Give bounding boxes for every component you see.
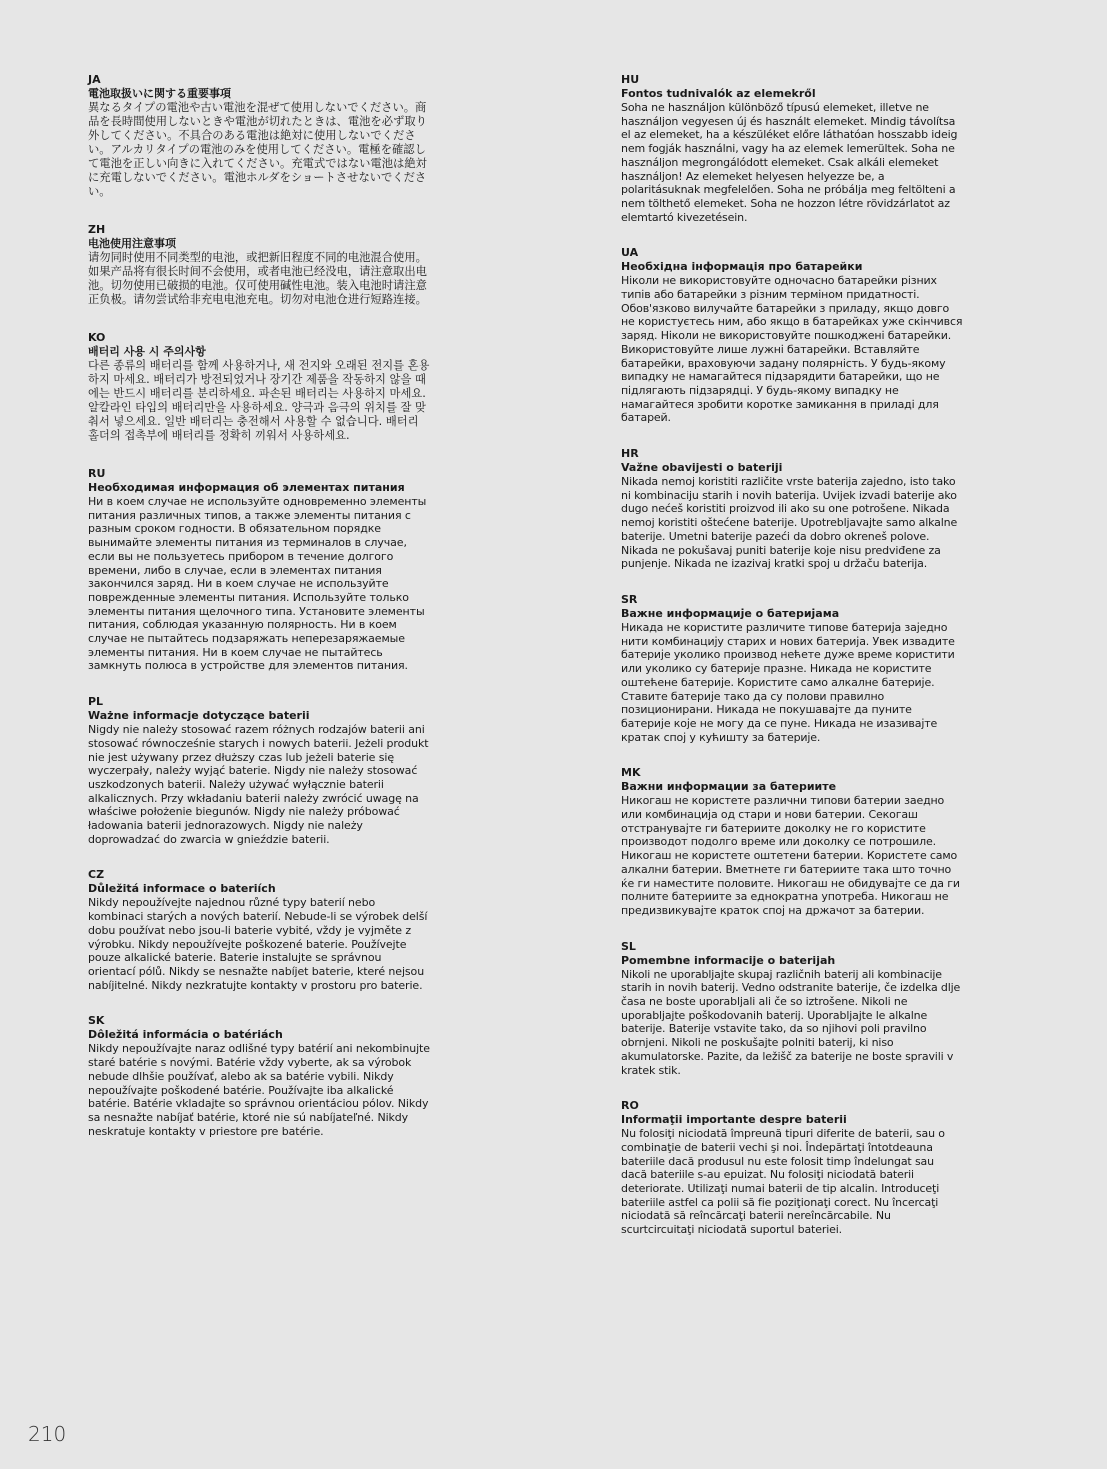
section-sl (621, 940, 963, 1078)
section-heading: 電池取扱いに関する重要事項 (88, 87, 231, 100)
section-zh (88, 223, 430, 307)
section-heading: Необходимая информация об элементах питания (88, 481, 405, 494)
section-ua (621, 246, 963, 425)
language-code: SK (88, 1014, 105, 1028)
section-ru (88, 467, 430, 673)
section-heading: Pomembne informacije o baterijah (621, 953, 836, 967)
section-heading: Ważne informacje dotyczące baterii (88, 709, 310, 723)
section-body: Nu folosiţi niciodată împreună tipuri diferite de baterii, sau o combinaţie de baterii vechi şi noi. Îndepărtaţi întotdeauna bateriile dacă produsul nu este folosit timp îndelungat sau dacă bateriile s-au epuizat. Nu folosiţi niciodată baterii deteriorate. Utilizaţi numai baterii de tip alcalin. Introduceţi bateriile astfel ca polii să fie poziţionaţi corect. Nu încercaţi niciodată să reîncărcaţi baterii nereîncărcabile. Nu scurtcircuitaţi niciodată suportul bateriei. (621, 1127, 945, 1237)
language-code: CZ (88, 868, 105, 882)
section-hu (621, 73, 963, 224)
language-code: KO (88, 331, 106, 344)
language-code: HR (621, 447, 639, 461)
section-body: 请勿同时使用不同类型的电池，或把新旧程度不同的电池混合使用。如果产品将有很长时间不会使用，或者电池已经没电，请注意取出电池。切勿使用已破损的电池。仅可使用碱性电池。装入电池时请注意正负极。请勿尝试给非充电电池充电。切勿对电池仓进行短路连接。 (88, 251, 427, 306)
section-body: Никада не користите различите типове батерија заједно нити комбинацију старих и нових батерија. Увек извадите батерије уколико производ нећете дуже време користити или уколико су батерије празне. Никада не користите оштећене батерије. Користите само алкалне батерије. Ставите батерије тако да су полови правилно позиционирани. Никада не покушавајте да пуните батерије које не могу да се пуне. Никада не изазивајте кратак спој у кућишту за батерије. (621, 620, 955, 744)
language-code: PL (88, 695, 104, 709)
section-sk (88, 1014, 430, 1138)
section-body: Никогаш не користете различни типови батерии заедно или комбинација од стари и нови батерии. Секогаш отстранувајте ги батериите доколку не го користите производот подолго време или доколку се потрошиле. Никогаш не користете оштетени батерии. Користете само алкални батерии. Вметнете ги батериите така што точно ќе ги наместите половите. Никогаш не обидувајте се да ги полните батериите за еднократна употреба. Никогаш не предизвикувајте краток спој на држачот за батерии. (621, 794, 960, 917)
section-heading: Důležitá informace o bateriích (88, 882, 276, 896)
section-body: 다른 종류의 배터리를 함께 사용하거나, 새 전지와 오래된 전지를 혼용하지 마세요. 배터리가 방전되었거나 장기간 제품을 작동하지 않을 때에는 반드시 배터리를 분리하세요. 파손된 배터리는 사용하지 마세요. 알칼라인 타입의 배터리만을 사용하세요. 양극과 음극의 위치를 잘 맞춰서 넣으세요. 일반 배터리는 충전해서 사용할 수 없습니다. 배터리 홀더의 접촉부에 배터리를 정확히 끼워서 사용하세요. (88, 359, 430, 442)
section-body: 異なるタイプの電池や古い電池を混ぜて使用しないでください。商品を長時間使用しないときや電池が切れたときは、電池を必ず取り外してください。不具合のある電池は絶対に使用しないでください。アルカリタイプの電池のみを使用してください。電極を確認して電池を正しい向きに入れてください。充電式ではない電池は絶対に充電しないでください。電池ホルダをショートさせないでください。 (88, 101, 427, 198)
section-mk (621, 766, 963, 917)
language-code: UA (621, 246, 639, 260)
section-heading: Необхідна інформація про батарейки (621, 260, 863, 274)
section-body: Soha ne használjon különböző típusú elemeket, illetve ne használjon vegyesen új és használt elemeket. Mindig távolítsa el az elemeket, ha a készüléket előre láthatóan hosszabb ideig nem fogják használni, vagy ha az elemek lemerültek. Soha ne használjon megrongálódott elemeket. Csak alkáli elemeket használjon! Az elemeket helyesen helyezze be, a polaritásuknak megfelelően. Soha ne próbálja meg feltölteni a nem tölthető elemeket. Soha ne hozzon létre rövidzárlatot az elemtartó kivezetésein. (621, 101, 958, 224)
section-heading: Važne obavijesti o bateriji (621, 461, 783, 475)
language-code: SL (621, 939, 636, 953)
section-pl (88, 695, 430, 846)
language-code: HU (621, 73, 640, 86)
section-cz (88, 868, 430, 992)
section-body: Nikdy nepoužívajte naraz odlišné typy batérií ani nekombinujte staré batérie s novými. Batérie vždy vyberte, ak sa výrobok nebude dlhšie používať, alebo ak sa batérie vybili. Nikdy nepoužívajte poškodené batérie. Používajte iba alkalické batérie. Batérie vkladajte so správnou orientáciou pólov. Nikdy sa nesnažte nabíjať batérie, ktoré nie sú nabíjateľné. Nikdy neskratuje kontakty v priestore pre batérie. (88, 1042, 430, 1138)
language-code: ZH (88, 223, 106, 236)
section-body: Ни в коем случае не используйте одновременно элементы питания различных типов, а также элементы питания с разным сроком годности. В обязательном порядке вынимайте элементы питания из терминалов в случае, если вы не пользуетесь прибором в течение долгого времени, либо в случае, если в элементах питания закончился заряд. Ни в коем случае не используйте поврежденные элементы питания. Используйте только элементы питания щелочного типа. Установите элементы питания, соблюдая указанную полярность. Ни в коем случае не пытайтесь подзаряжать неперезаряжаемые элементы питания. Ни в коем случае не пытайтесь замкнуть полюса в устройстве для элементов питания. (88, 495, 427, 673)
section-sr (621, 593, 963, 744)
section-body: Nigdy nie należy stosować razem różnych rodzajów baterii ani stosować równocześnie starych i nowych baterii. Jeżeli produkt nie jest używany przez dłuższy czas lub jeżeli baterie się wyczerpały, należy wyjąć baterie. Nigdy nie należy stosować uszkodzonych baterii. Należy używać wyłącznie baterii alkalicznych. Przy wkładaniu baterii należy zwrócić uwagę na właściwe położenie biegunów. Nigdy nie należy próbować ładowania baterii jednorazowych. Nigdy nie należy doprowadzać do zwarcia w gnieździe baterii. (88, 723, 429, 846)
section-heading: Важни информации за батериите (621, 780, 837, 794)
page-number: 210 (28, 1422, 67, 1446)
language-code: RU (88, 467, 106, 480)
language-code: SR (621, 592, 638, 606)
section-heading: Dôležitá informácia o batériách (88, 1028, 283, 1042)
section-hr (621, 447, 963, 571)
section-body: Nikdy nepoužívejte najednou různé typy baterií nebo kombinaci starých a nových baterií. Nebude-li se výrobek delší dobu používat nebo jsou-li baterie vybité, vždy je vyjměte z výrobku. Nikdy nepoužívejte poškozené baterie. Používejte pouze alkalické baterie. Baterie instalujte se správnou orientací pólů. Nikdy se nesnažte nabíjet baterie, které nejsou nabíjitelné. Nikdy nezkratujte kontakty v prostoru pro baterie. (88, 896, 428, 992)
section-heading: Fontos tudnivalók az elemekről (621, 87, 816, 100)
section-heading: Informaţii importante despre baterii (621, 1113, 847, 1127)
section-heading: Важне информације о батеријама (621, 606, 840, 620)
section-body: Nikoli ne uporabljajte skupaj različnih baterij ali kombinacije starih in novih baterij. Vedno odstranite baterije, če izdelka dlje časa ne boste uporabljali ali če so iztrošene. Nikoli ne uporabljajte poškodovanih baterij. Uporabljajte le alkalne baterije. Baterije vstavite tako, da so njihovi poli pravilno obrnjeni. Nikoli ne poskušajte polniti baterij, ki niso akumulatorske. Pazite, da ležišč za baterije ne boste spravili v kratek stik. (621, 967, 961, 1077)
right-column (621, 73, 963, 1259)
section-body: Ніколи не використовуйте одночасно батарейки різних типів або батарейки з різним терміном придатності. Обов'язково вилучайте батарейки з приладу, якщо довго не користуєтесь ним, або якщо в батарейках уже скінчився заряд. Ніколи не використовуйте пошкоджені батарейки. Використовуйте лише лужні батарейки. Вставляйте батарейки, враховуючи задану полярність. У будь-якому випадку не намагайтеся підзарядити батарейки, що не підлягають підзарядці. У будь-якому випадку не намагайтеся зробити коротке замикання в приладі для батарей. (621, 274, 963, 425)
language-code: RO (621, 1099, 639, 1113)
language-code: MK (621, 766, 641, 780)
language-code: JA (88, 73, 101, 86)
section-body: Nikada nemoj koristiti različite vrste baterija zajedno, isto tako ni kombinaciju starih i novih baterija. Uvijek izvadi baterije ako dugo nećeš koristiti proizvod ili ako su one potrošene. Nikada nemoj koristiti oštećene baterije. Upotrebljavajte samo alkalne baterije. Umetni baterije pazeći da dobro okreneš polove. Nikada ne pokušavaj puniti baterije koje nisu predviđene za punjenje. Nikada ne izazivaj kratki spoj u držaču baterija. (621, 475, 958, 571)
section-ro (621, 1099, 963, 1237)
section-ja (88, 73, 430, 199)
left-column (88, 73, 430, 1160)
section-heading: 电池使用注意事项 (88, 237, 176, 250)
section-heading: 배터리 사용 시 주의사항 (88, 345, 206, 358)
section-ko (88, 331, 430, 443)
